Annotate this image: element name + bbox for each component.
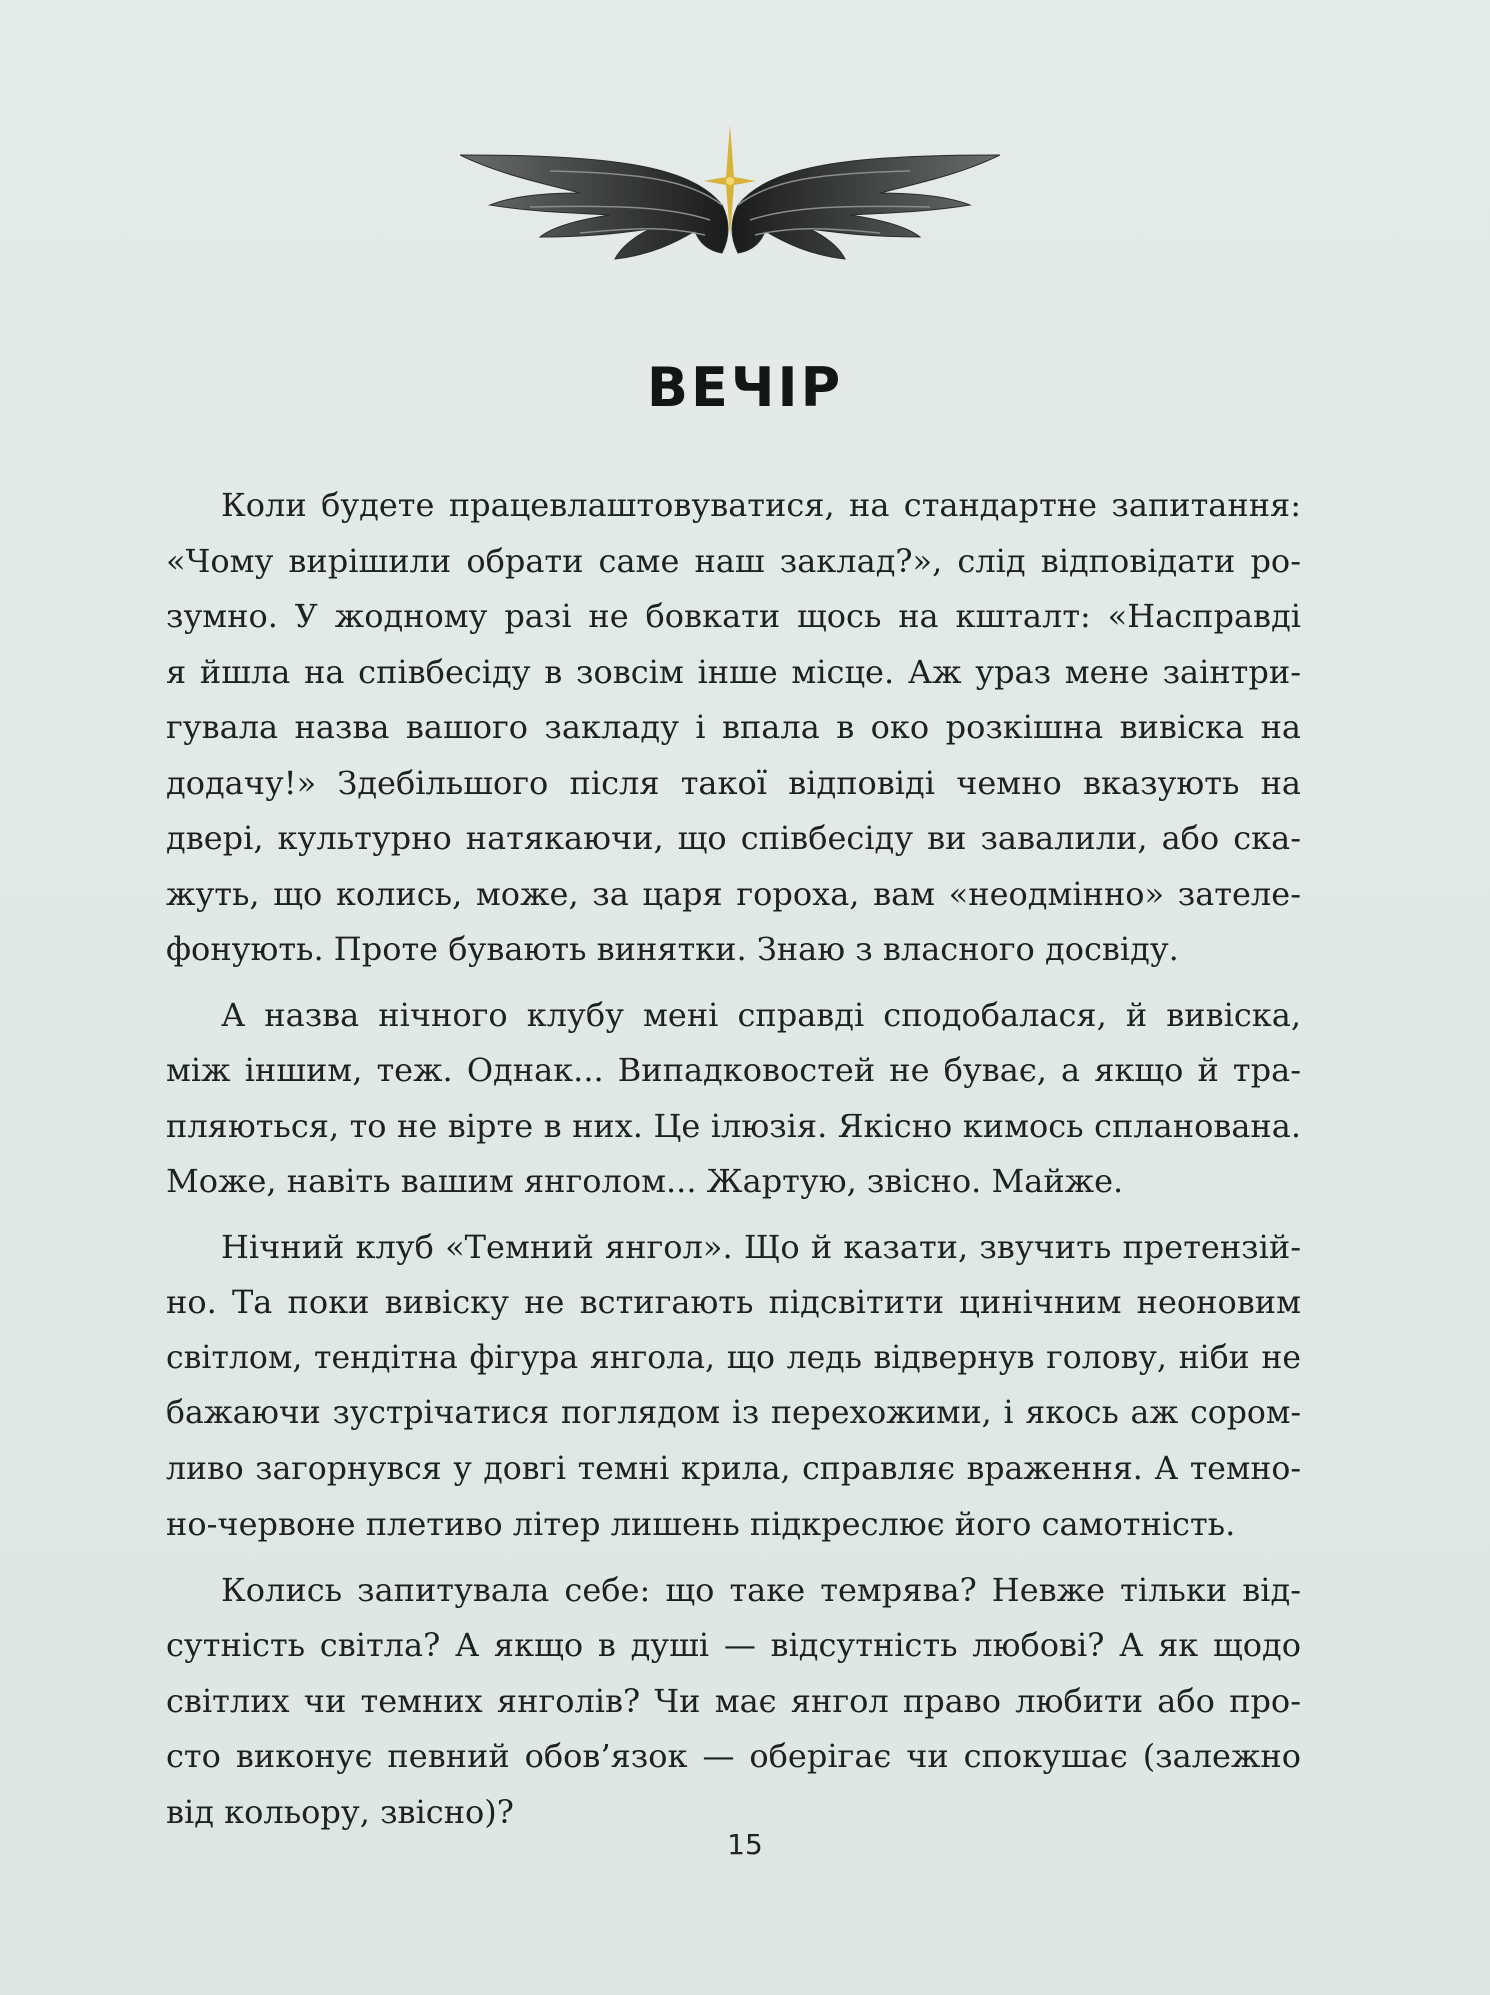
text-line: бажаючи зустрічатися поглядом із перехожими, і якось аж сором- [166, 1395, 1301, 1431]
winged-star-ornament-icon [460, 125, 1000, 285]
paragraph-2 [166, 988, 1301, 1210]
text-line: фонують. Проте бувають винятки. Знаю з власного досвіду. [166, 930, 1179, 968]
text-line: но. Та поки вивіску не встигають підсвітити цинічним неоновим [166, 1283, 1301, 1321]
text-line: Коли будете працевлаштовуватися, на стандартне запитання: [221, 486, 1301, 524]
text-line: но-червоне плетиво літер лишень підкреслює його самотність. [166, 1505, 1236, 1543]
text-line: Колись запитувала себе: що таке темрява? Невже тільки від- [221, 1570, 1301, 1609]
paragraph-4 [166, 1563, 1301, 1841]
text-line: сутність світла? А якщо в душі — відсутність любові? А як щодо [166, 1626, 1301, 1664]
text-line: «Чому вирішили обрати саме наш заклад?», слід відповідати ро- [166, 541, 1301, 580]
text-line: світлих чи темних янголів? Чи має янгол право любити або про- [166, 1681, 1301, 1720]
text-line: сто виконує певний обов’язок — оберігає чи спокушає (залежно [166, 1737, 1301, 1775]
text-line: Може, навіть вашим янголом... Жартую, звісно. Майже. [166, 1162, 1124, 1200]
text-line: жуть, що колись, може, за царя гороха, вам «неодмінно» зателе- [166, 874, 1301, 913]
chapter-body [166, 478, 1301, 1850]
text-line: пляються, то не вірте в них. Це ілюзія. Якісно кимось спланована. [166, 1106, 1301, 1145]
text-line: ливо загорнувся у довгі темні крила, справляє враження. А темно- [166, 1450, 1301, 1487]
paragraph-3 [166, 1220, 1301, 1553]
text-line: від кольору, звісно)? [166, 1792, 514, 1831]
page-number: 15 [727, 1828, 763, 1861]
text-line: я йшла на співбесіду в зовсім інше місце. Аж ураз мене заінтри- [166, 652, 1301, 691]
text-line: гувала назва вашого закладу і впала в око розкішна вивіска на [166, 708, 1301, 746]
text-line: Нічний клуб «Темний янгол». Що й казати, звучить претензій- [221, 1227, 1301, 1266]
text-line: А назва нічного клубу мені справді сподобалася, й вивіска, [221, 995, 1301, 1034]
paragraph-1 [166, 478, 1301, 978]
chapter-title: ВЕЧІР [646, 356, 844, 419]
text-line: світлом, тендітна фігура янгола, що ледь відвернув голову, ніби не [166, 1339, 1301, 1376]
text-line: двері, культурно натякаючи, що співбесіду ви завалили, або ска- [166, 819, 1301, 857]
text-line: додачу!» Здебільшого після такої відповіді чемно вказують на [166, 763, 1301, 802]
text-line: між іншим, теж. Однак... Випадковостей не буває, а якщо й тра- [166, 1051, 1301, 1089]
text-line: зумно. У жодному разі не бовкати щось на кшталт: «Насправді [166, 597, 1301, 635]
right-wing [732, 155, 1000, 259]
left-wing [460, 155, 728, 259]
